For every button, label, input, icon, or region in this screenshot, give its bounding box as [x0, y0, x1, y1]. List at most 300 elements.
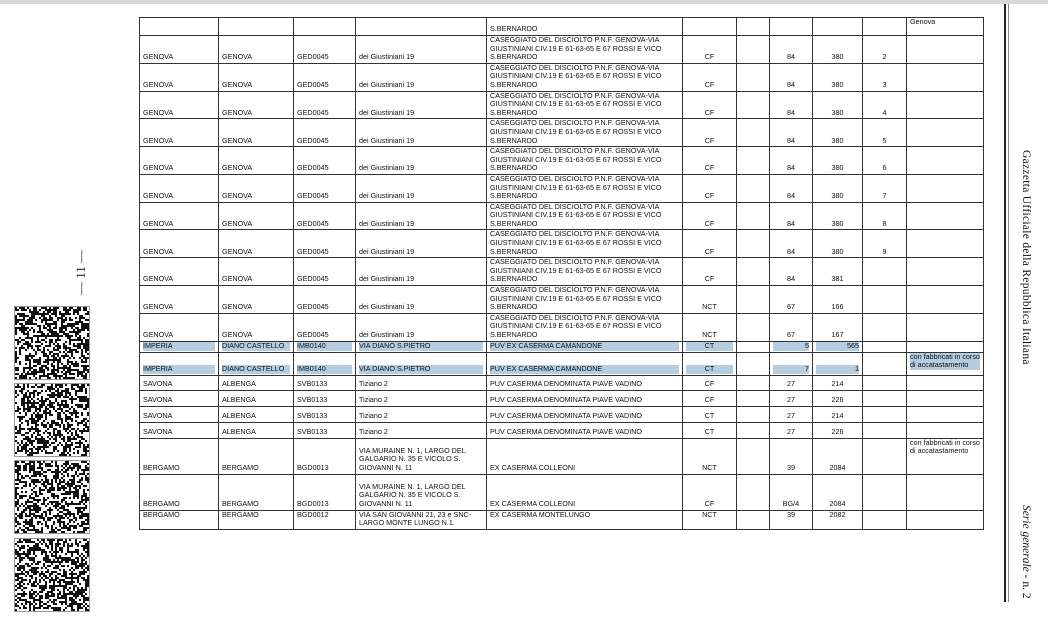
cell-municipality — [219, 147, 294, 175]
cell-text: SVB0133 — [297, 411, 328, 420]
cell-municipality — [219, 286, 294, 314]
cell-code — [294, 258, 356, 286]
table-row — [140, 390, 984, 406]
cell-description — [487, 510, 683, 529]
cell-sheet — [770, 375, 813, 390]
cell-subunit — [863, 174, 907, 202]
cell-text: 27 — [787, 395, 795, 404]
cell-code — [294, 18, 356, 36]
cell-text: 2082 — [829, 510, 846, 519]
cell-text: ALBENGA — [222, 379, 256, 388]
cell-code — [294, 406, 356, 422]
cell-sheet-blank — [737, 510, 770, 529]
cell-cadastre — [683, 258, 737, 286]
cell-text: PUV CASERMA DENOMINATA PIAVE VADINO — [490, 427, 643, 436]
cell-text: CF — [704, 379, 715, 388]
table-row — [140, 258, 984, 286]
table-row — [140, 202, 984, 230]
table-body — [140, 18, 984, 530]
cell-text: GED0045 — [297, 107, 329, 117]
cell-subunit — [863, 406, 907, 422]
cell-cadastre — [683, 510, 737, 529]
cell-sheet-blank — [737, 474, 770, 510]
cell-sheet — [770, 91, 813, 119]
cell-text: GENOVA — [143, 163, 174, 173]
cell-subunit — [863, 258, 907, 286]
cell-text: CASEGGIATO DEL DISCIOLTO P.N.F. GENOVA-VIA GIUSTINIANI CIV.19 E 61-63-65 E 67 ROSSI E VICO S.BERNARDO — [490, 313, 662, 339]
cell-text: GED0045 — [297, 330, 329, 339]
cell-code — [294, 286, 356, 314]
cell-text: GENOVA — [143, 302, 174, 312]
cell-parcel — [813, 438, 863, 474]
cell-text: 84 — [787, 218, 795, 228]
cell-notes — [907, 438, 984, 474]
cell-text: DIANO CASTELLO — [222, 365, 290, 374]
cell-sheet-blank — [737, 258, 770, 286]
cell-subunit — [863, 352, 907, 375]
cell-description — [487, 119, 683, 147]
cell-address — [356, 174, 487, 202]
qr-code-image-3 — [14, 460, 90, 534]
cell-text: CT — [704, 427, 715, 436]
cell-text: CT — [704, 411, 715, 420]
cell-text: CASEGGIATO DEL DISCIOLTO P.N.F. GENOVA-VIA GIUSTINIANI CIV.19 E 61-63-65 E 67 ROSSI E VICO S.BERNARDO — [490, 63, 662, 89]
cell-description — [487, 375, 683, 390]
cell-parcel — [813, 119, 863, 147]
cell-text: SAVONA — [143, 427, 173, 436]
cell-address — [356, 390, 487, 406]
cell-cadastre — [683, 36, 737, 64]
cell-text: 380 — [831, 79, 844, 89]
cell-description — [487, 390, 683, 406]
cell-code — [294, 313, 356, 341]
cell-description — [487, 313, 683, 341]
cell-description — [487, 174, 683, 202]
cell-text: dei Giustiniani 19 — [359, 107, 415, 117]
cell-notes — [907, 230, 984, 258]
cell-sheet-blank — [737, 36, 770, 64]
cell-notes — [907, 63, 984, 91]
cell-municipality — [219, 313, 294, 341]
cell-text: CF — [704, 191, 715, 201]
cell-text: 214 — [831, 379, 844, 388]
cell-text: GENOVA — [222, 191, 253, 201]
cell-text: EX CASERMA COLLEONI — [490, 463, 576, 472]
cell-text: Genova — [910, 17, 936, 26]
cell-text: 167 — [831, 330, 844, 339]
cell-text: SAVONA — [143, 411, 173, 420]
cell-text: GED0045 — [297, 52, 329, 62]
cell-text: 2084 — [829, 463, 846, 472]
cell-text: BGD0012 — [297, 510, 329, 519]
cell-subunit — [863, 91, 907, 119]
cell-text: 3 — [882, 79, 887, 89]
cell-sheet-blank — [737, 18, 770, 36]
cell-sheet-blank — [737, 375, 770, 390]
cell-description — [487, 230, 683, 258]
cell-text: con fabbricati in corso di accatastamento — [910, 438, 980, 456]
cell-municipality — [219, 119, 294, 147]
cell-cadastre — [683, 230, 737, 258]
cell-address — [356, 18, 487, 36]
cell-description — [487, 18, 683, 36]
cell-text: 8 — [882, 218, 887, 228]
cell-text: GENOVA — [222, 163, 253, 173]
cell-address — [356, 36, 487, 64]
cell-sheet — [770, 510, 813, 529]
cell-text: dei Giustiniani 19 — [359, 302, 415, 312]
cell-text: GENOVA — [143, 135, 174, 145]
cell-text: 7 — [882, 191, 887, 201]
cell-text: con fabbricati in corso di accatastamento — [910, 352, 980, 370]
cell-text: 226 — [831, 395, 844, 404]
table-row — [140, 313, 984, 341]
cell-province — [140, 258, 219, 286]
cell-code — [294, 63, 356, 91]
cell-province — [140, 375, 219, 390]
page-number: — 11 — — [73, 249, 88, 295]
cell-notes — [907, 286, 984, 314]
cell-text: GED0045 — [297, 218, 329, 228]
cell-sheet — [770, 474, 813, 510]
cell-sheet-blank — [737, 438, 770, 474]
cell-text: dei Giustiniani 19 — [359, 330, 415, 339]
cell-sheet — [770, 438, 813, 474]
table-row — [140, 474, 984, 510]
table-row — [140, 18, 984, 36]
cell-text: DIANO CASTELLO — [222, 342, 290, 351]
cell-text: 84 — [787, 163, 795, 173]
cell-sheet-blank — [737, 91, 770, 119]
cell-parcel — [813, 91, 863, 119]
cell-sheet — [770, 174, 813, 202]
series-name: Serie generale — [1020, 505, 1032, 572]
cell-text: SAVONA — [143, 395, 173, 404]
cell-sheet-blank — [737, 313, 770, 341]
cell-text: NCT — [702, 463, 717, 472]
cell-subunit — [863, 18, 907, 36]
cell-parcel — [813, 313, 863, 341]
cell-text: dei Giustiniani 19 — [359, 135, 415, 145]
cell-text: 4 — [882, 107, 887, 117]
cell-address — [356, 147, 487, 175]
qr-code-image-1 — [14, 306, 90, 380]
cell-address — [356, 119, 487, 147]
cell-notes — [907, 406, 984, 422]
cell-sheet — [770, 147, 813, 175]
cell-text: CF — [704, 107, 715, 117]
cell-notes — [907, 36, 984, 64]
cell-sheet — [770, 63, 813, 91]
cell-text: 2 — [882, 52, 887, 62]
cell-text: CF — [704, 246, 715, 256]
cell-code — [294, 119, 356, 147]
table-row — [140, 147, 984, 175]
cell-code — [294, 174, 356, 202]
cell-text: 7 — [773, 365, 809, 374]
table-row — [140, 230, 984, 258]
cell-text: S.BERNARDO — [490, 24, 538, 34]
cell-text: PUV CASERMA DENOMINATA PIAVE VADINO — [490, 379, 643, 388]
cell-municipality — [219, 510, 294, 529]
cell-text: 380 — [831, 135, 844, 145]
cell-province — [140, 230, 219, 258]
cell-text: NCT — [702, 302, 717, 312]
cell-text: 84 — [787, 107, 795, 117]
cell-parcel — [813, 258, 863, 286]
cell-subunit — [863, 510, 907, 529]
cell-sheet-blank — [737, 63, 770, 91]
cell-text: GENOVA — [222, 135, 253, 145]
cell-code — [294, 375, 356, 390]
cell-notes — [907, 119, 984, 147]
cell-cadastre — [683, 406, 737, 422]
cell-code — [294, 36, 356, 64]
cell-text: 84 — [787, 246, 795, 256]
cell-parcel — [813, 63, 863, 91]
cell-text: ALBENGA — [222, 427, 256, 436]
cell-text: CF — [704, 52, 715, 62]
cell-text: VIA DIANO S.PIETRO — [359, 342, 483, 351]
cell-subunit — [863, 147, 907, 175]
table-row — [140, 510, 984, 529]
cell-code — [294, 202, 356, 230]
cell-sheet — [770, 119, 813, 147]
cell-sheet — [770, 258, 813, 286]
cell-municipality — [219, 230, 294, 258]
cell-address — [356, 510, 487, 529]
cell-text: 380 — [831, 191, 844, 201]
cell-text: 27 — [787, 379, 795, 388]
cell-text: VIA SAN GIOVANNI 21, 23 e SNC-LARGO MONTE LUNGO N.1. — [359, 510, 472, 528]
cell-text: CASEGGIATO DEL DISCIOLTO P.N.F. GENOVA-VIA GIUSTINIANI CIV.19 E 61-63-65 E 67 ROSSI E VICO S.BERNARDO — [490, 118, 662, 145]
cell-cadastre — [683, 341, 737, 352]
cell-text: BERGAMO — [222, 499, 259, 508]
cell-text: dei Giustiniani 19 — [359, 274, 415, 284]
right-margin-rule-thin — [1008, 4, 1009, 602]
cell-text: CASEGGIATO DEL DISCIOLTO P.N.F. GENOVA-VIA GIUSTINIANI CIV.19 E 61-63-65 E 67 ROSSI E VICO S.BERNARDO — [490, 202, 662, 228]
cell-province — [140, 174, 219, 202]
cell-text: 380 — [831, 218, 844, 228]
cell-text: 565 — [816, 342, 859, 351]
cell-province — [140, 510, 219, 529]
cell-text: 380 — [831, 52, 844, 62]
cell-notes — [907, 352, 984, 375]
cell-text: PUV EX CASERMA CAMANDONE — [490, 365, 679, 374]
cell-subunit — [863, 474, 907, 510]
cell-parcel — [813, 375, 863, 390]
cell-description — [487, 406, 683, 422]
cell-subunit — [863, 230, 907, 258]
cell-text: 84 — [787, 135, 795, 145]
cell-parcel — [813, 390, 863, 406]
cell-text: CASEGGIATO DEL DISCIOLTO P.N.F. GENOVA-VIA GIUSTINIANI CIV.19 E 61-63-65 E 67 ROSSI E VICO S.BERNARDO — [490, 146, 662, 173]
cell-municipality — [219, 91, 294, 119]
cell-text: CT — [686, 342, 733, 351]
cell-text: Tiziano 2 — [359, 411, 388, 420]
top-border — [0, 0, 1048, 4]
cell-text: CASEGGIATO DEL DISCIOLTO P.N.F. GENOVA-VIA GIUSTINIANI CIV.19 E 61-63-65 E 67 ROSSI E VICO S.BERNARDO — [490, 285, 662, 312]
cell-subunit — [863, 438, 907, 474]
cell-municipality — [219, 174, 294, 202]
cell-parcel — [813, 36, 863, 64]
cell-subunit — [863, 286, 907, 314]
cell-address — [356, 474, 487, 510]
table-row — [140, 174, 984, 202]
cell-municipality — [219, 202, 294, 230]
cell-text: GED0045 — [297, 135, 329, 145]
cell-cadastre — [683, 438, 737, 474]
cell-description — [487, 258, 683, 286]
cell-municipality — [219, 390, 294, 406]
cell-code — [294, 438, 356, 474]
cell-sheet-blank — [737, 286, 770, 314]
table-row — [140, 406, 984, 422]
cell-text: VIA MURAINE N. 1, LARGO DEL GALGARIO N. 35 E VICOLO S. GIOVANNI N. 11 — [359, 445, 466, 472]
cell-subunit — [863, 313, 907, 341]
cell-text: NCT — [702, 510, 717, 519]
cell-cadastre — [683, 63, 737, 91]
cell-text: GENOVA — [222, 218, 253, 228]
cell-text: GENOVA — [222, 52, 253, 62]
cell-text: dei Giustiniani 19 — [359, 52, 415, 62]
cell-subunit — [863, 375, 907, 390]
table-row — [140, 36, 984, 64]
cell-cadastre — [683, 474, 737, 510]
cell-text: GENOVA — [222, 246, 253, 256]
cell-address — [356, 202, 487, 230]
cell-text: CF — [704, 79, 715, 89]
cell-notes — [907, 91, 984, 119]
cell-province — [140, 147, 219, 175]
cell-text: BGD0013 — [297, 499, 329, 508]
cell-parcel — [813, 230, 863, 258]
cell-text: dei Giustiniani 19 — [359, 79, 415, 89]
cell-text: GENOVA — [143, 191, 174, 201]
cell-text: GENOVA — [143, 246, 174, 256]
cell-notes — [907, 474, 984, 510]
cell-subunit — [863, 119, 907, 147]
cell-text: 214 — [831, 411, 844, 420]
cell-province — [140, 286, 219, 314]
table-row — [140, 438, 984, 474]
cell-sheet — [770, 230, 813, 258]
cell-municipality — [219, 352, 294, 375]
cell-parcel — [813, 341, 863, 352]
cell-text: PUV EX CASERMA CAMANDONE — [490, 342, 679, 351]
cell-subunit — [863, 202, 907, 230]
cell-notes — [907, 341, 984, 352]
cell-text: 5 — [773, 342, 809, 351]
cell-text: GENOVA — [143, 79, 174, 89]
cell-subunit — [863, 63, 907, 91]
cell-notes — [907, 375, 984, 390]
cell-code — [294, 341, 356, 352]
cell-text: BERGAMO — [143, 510, 180, 519]
cell-text: BERGAMO — [222, 510, 259, 519]
cell-cadastre — [683, 352, 737, 375]
cell-text: 67 — [787, 302, 795, 312]
cell-text: ALBENGA — [222, 411, 256, 420]
cell-text: IMPERIA — [143, 365, 215, 374]
cell-text: GED0045 — [297, 79, 329, 89]
cell-text: BERGAMO — [143, 463, 180, 472]
cell-description — [487, 474, 683, 510]
cell-text: GENOVA — [222, 274, 253, 284]
cell-text: SAVONA — [143, 379, 173, 388]
cell-sheet-blank — [737, 147, 770, 175]
cell-text: Tiziano 2 — [359, 379, 388, 388]
cell-text: GENOVA — [143, 274, 174, 284]
cell-parcel — [813, 286, 863, 314]
cell-text: CASEGGIATO DEL DISCIOLTO P.N.F. GENOVA-VIA GIUSTINIANI CIV.19 E 61-63-65 E 67 ROSSI E VICO S.BERNARDO — [490, 91, 662, 117]
cell-municipality — [219, 422, 294, 438]
cell-address — [356, 406, 487, 422]
cell-description — [487, 438, 683, 474]
cell-text: Tiziano 2 — [359, 395, 388, 404]
cell-text: BG/4 — [782, 499, 800, 508]
cell-text: 27 — [787, 427, 795, 436]
cell-municipality — [219, 63, 294, 91]
cell-cadastre — [683, 286, 737, 314]
cell-text: SVB0133 — [297, 395, 328, 404]
cell-code — [294, 510, 356, 529]
table-row — [140, 91, 984, 119]
cell-text: CF — [704, 274, 715, 284]
cell-parcel — [813, 174, 863, 202]
cell-subunit — [863, 422, 907, 438]
cell-text: 226 — [831, 427, 844, 436]
cell-parcel — [813, 147, 863, 175]
cell-text: GENOVA — [222, 330, 253, 339]
cell-address — [356, 422, 487, 438]
cell-text: 166 — [831, 302, 844, 312]
cell-text: 9 — [882, 246, 887, 256]
cell-sheet — [770, 36, 813, 64]
cell-parcel — [813, 202, 863, 230]
cell-text: 380 — [831, 246, 844, 256]
cell-sheet-blank — [737, 341, 770, 352]
cell-sheet — [770, 18, 813, 36]
cell-sheet — [770, 202, 813, 230]
cell-text: IMPERIA — [143, 342, 215, 351]
cell-sheet-blank — [737, 174, 770, 202]
cell-parcel — [813, 422, 863, 438]
cell-text: 84 — [787, 191, 795, 201]
cell-address — [356, 313, 487, 341]
cell-description — [487, 202, 683, 230]
journal-title: Gazzetta Ufficiale della Repubblica Italiana — [1020, 150, 1032, 365]
table-row — [140, 63, 984, 91]
cell-description — [487, 36, 683, 64]
cell-text: 39 — [787, 510, 795, 519]
cell-text: 2084 — [829, 499, 846, 508]
cell-text: 5 — [882, 135, 887, 145]
cell-text: 39 — [787, 463, 795, 472]
cell-notes — [907, 313, 984, 341]
cell-province — [140, 352, 219, 375]
cell-text: VIA MURAINE N. 1, LARGO DEL GALGARIO N. 35 E VICOLO S. GIOVANNI N. 11 — [359, 481, 466, 508]
cell-text: dei Giustiniani 19 — [359, 191, 415, 201]
cell-code — [294, 91, 356, 119]
table-row — [140, 119, 984, 147]
cell-sheet — [770, 406, 813, 422]
cell-address — [356, 258, 487, 286]
qr-code-image-2 — [14, 383, 90, 457]
cell-province — [140, 438, 219, 474]
cell-text: GED0045 — [297, 246, 329, 256]
cell-text: CF — [704, 163, 715, 173]
